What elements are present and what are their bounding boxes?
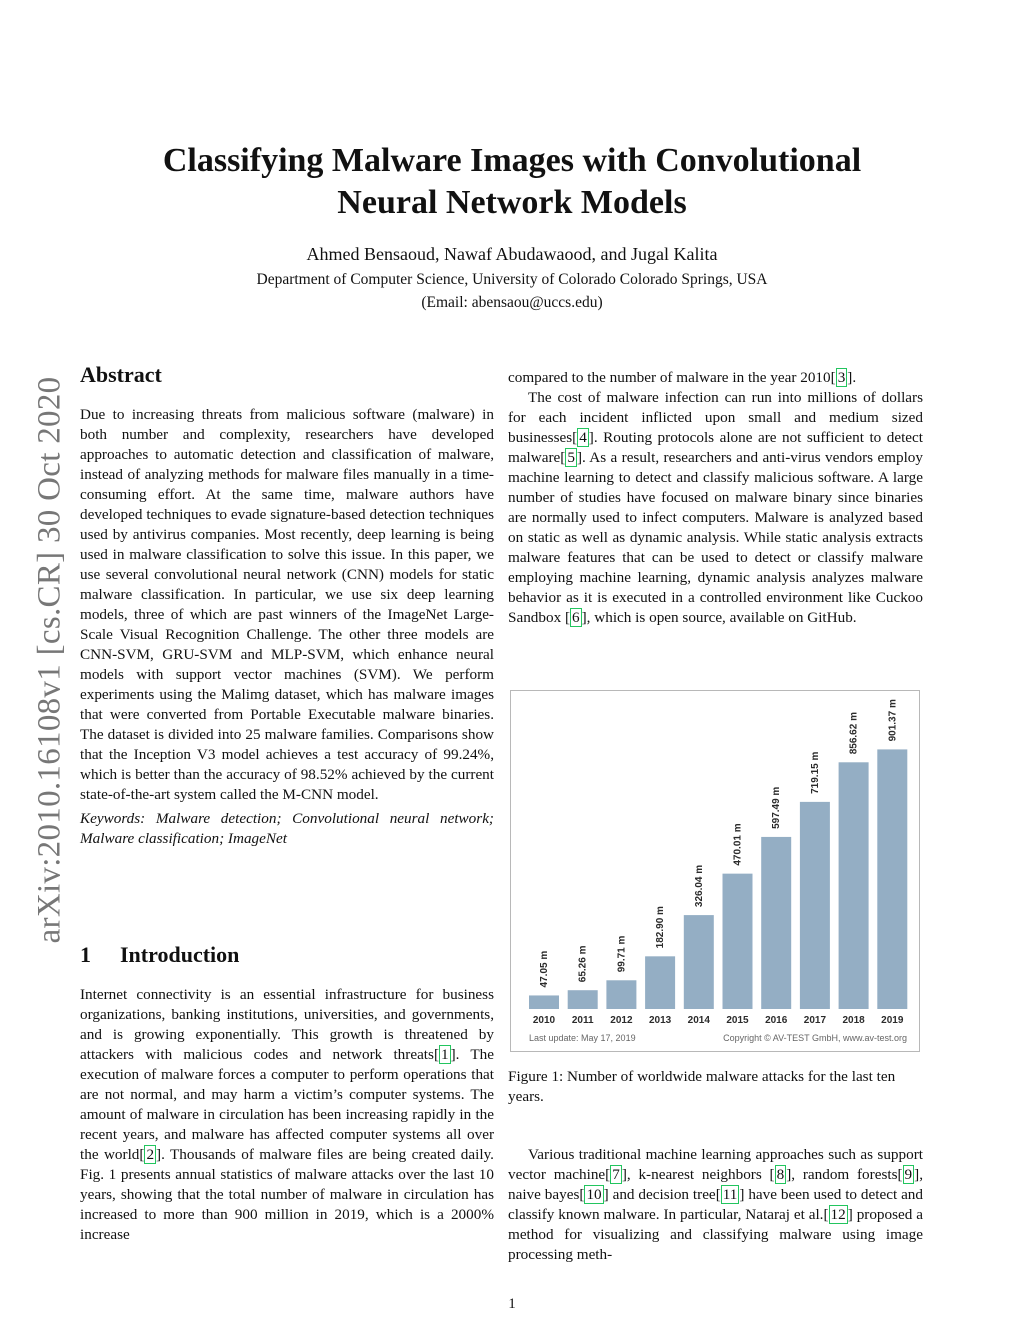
citation-link[interactable]: 7 bbox=[612, 1166, 620, 1183]
value-label-2016: 597.49 m bbox=[771, 786, 783, 829]
x-tick-label-2017: 2017 bbox=[803, 1015, 827, 1026]
x-tick-label-2012: 2012 bbox=[610, 1015, 633, 1026]
value-label-2014: 326.04 m bbox=[693, 864, 705, 908]
text-run: Various traditional machine learning approaches such as support vector machine bbox=[508, 1146, 923, 1183]
value-label-2017: 719.15 m bbox=[809, 751, 821, 794]
bar-2014 bbox=[684, 915, 714, 1009]
right-paragraph-2: The cost of malware infection can run into millions of dollars for each incident inflicted upon small and medium sized businesses[ 4 ]. Routing protocols alone are not sufficient to detect malware[ 5 ]. As a result, researchers and anti-virus vendors employ machine learning to detect and classify malicious software. A large number of studies have focused on malware binary since binaries are normally used to infect computers. Malware is analyzed based on static as well as dynamic analysis. While static analysis extracts malware features that can be used to detect or classify malware employing machine learning, dynamic analysis analyzes malware behavior as it is executed in a controlled environment like Cuckoo Sandbox [ 6 ], which is open source, available on GitHub. bbox=[508, 389, 923, 626]
abstract-heading: Abstract bbox=[80, 362, 162, 387]
title-line-2: Neural Network Models bbox=[337, 184, 687, 221]
citation-link[interactable]: 2 bbox=[146, 1146, 155, 1163]
bar-2018 bbox=[839, 762, 869, 1009]
abstract-section bbox=[80, 405, 494, 849]
citation-link[interactable]: 4 bbox=[579, 429, 587, 446]
bar-2017 bbox=[800, 802, 830, 1009]
figure-caption: Figure 1: Number of worldwide malware attacks for the last ten years. bbox=[508, 1068, 896, 1105]
citation-link[interactable]: 11 bbox=[722, 1186, 738, 1203]
text-run: proposed a method for visualizing and classifying malware using image processing meth- bbox=[508, 1206, 923, 1263]
paper-title bbox=[0, 140, 1024, 224]
x-tick-label-2019: 2019 bbox=[881, 1015, 904, 1026]
value-label-2012: 99.71 m bbox=[616, 935, 628, 973]
section-number: 1 bbox=[80, 942, 91, 967]
text-run: . The execution of malware forces a computer to perform operations that are not normal, and may harm a victim’s computer systems. The amount of malware in circulation has been increasing rapidly in the recent years, and malware has affected computer systems all over the world bbox=[80, 1046, 495, 1163]
bar-2010 bbox=[529, 995, 559, 1009]
arxiv-identifier bbox=[30, 350, 70, 970]
authors: Ahmed Bensaoud, Nawaf Abudawaood, and Jugal Kalita bbox=[306, 244, 718, 264]
text-run: . As a result, researchers and anti-virus vendors employ machine learning to detect and classify malicious software. A large number of studies have focused on malware binary since binaries are normally used to infect computers. Malware is analyzed based on static as well as dynamic analysis. While static analysis extracts malware features that can be used to detect or classify malware employing machine learning, dynamic analysis analyzes malware behavior as it is executed in a controlled environment like Cuckoo Sandbox bbox=[508, 449, 923, 626]
keywords: Keywords: Malware detection; Convolutional neural network; Malware classification; ImageNet bbox=[80, 810, 494, 847]
citation-link[interactable]: 12 bbox=[830, 1206, 846, 1223]
value-label-2013: 182.90 m bbox=[655, 906, 667, 949]
citation-link[interactable]: 10 bbox=[586, 1186, 602, 1203]
x-tick-label-2013: 2013 bbox=[648, 1015, 672, 1026]
citation-link[interactable]: 1 bbox=[441, 1046, 449, 1063]
abstract-text: Due to increasing threats from malicious software (malware) in both number and complexity, researchers have developed approaches to automatic detection and classification of malware, instead of analyzing methods for malware files manually in a time-consuming effort. At the same time, malware authors have developed techniques to evade signature-based detection techniques used by antivirus companies. Most recently, deep learning is being used in malware classification to solve this issue. In this paper, we use several convolutional neural network (CNN) models for static malware classification. In particular, we use six deep learning models, three of which are past winners of the ImageNet Large-Scale Visual Recognition Challenge. The other three models are CNN-SVM, GRU-SVM and MLP-SVM, which enhance neural models with support vector machines (SVM). We perform experiments using the Malimg dataset, which has malware images that were converted from Portable Executable malware binaries. The dataset is divided into 25 malware families. Comparisons show that the Inception V3 model achieves a test accuracy of 99.24%, which is better than the accuracy of 98.52% achieved by the current state-of-the-art system called the M-CNN model. bbox=[80, 406, 494, 803]
value-label-2018: 856.62 m bbox=[848, 712, 860, 755]
chart-footer-left: Last update: May 17, 2019 bbox=[529, 1033, 636, 1043]
text-run: . bbox=[852, 369, 857, 386]
chart-footer-right: Copyright © AV-TEST GmbH, www.av-test.org bbox=[723, 1033, 907, 1043]
value-label-2019: 901.37 m bbox=[887, 699, 899, 742]
citation-link[interactable]: 3 bbox=[837, 369, 846, 386]
figure-1-chart bbox=[510, 690, 920, 1052]
page-number: 1 bbox=[508, 1296, 516, 1312]
bar-2016 bbox=[761, 837, 791, 1009]
text-run: have been used to detect and classify known malware. In particular, Nataraj et al. bbox=[508, 1186, 923, 1223]
x-tick-label-2010: 2010 bbox=[532, 1015, 556, 1026]
citation-link[interactable]: 6 bbox=[572, 609, 580, 626]
x-tick-label-2011: 2011 bbox=[571, 1015, 594, 1026]
value-label-2010: 47.05 m bbox=[539, 950, 550, 988]
title-line-1: Classifying Malware Images with Convolutional bbox=[162, 142, 862, 179]
arxiv-identifier-text: arXiv:2010.16108v1 [cs.CR] 30 Oct 2020 bbox=[31, 376, 68, 944]
text-run: , random forests bbox=[791, 1166, 898, 1183]
bar-2012 bbox=[606, 980, 636, 1009]
text-run: . Routing protocols alone are not sufficient to detect malware bbox=[508, 429, 923, 466]
x-tick-label-2016: 2016 bbox=[765, 1015, 788, 1026]
bar-2019 bbox=[877, 749, 907, 1009]
text-run: , naive bayes bbox=[508, 1166, 923, 1203]
bar-2013 bbox=[645, 956, 675, 1009]
intro-text: Internet connectivity is an essential infrastructure for business organizations, banking institutions, universities, and governments, and is growing exponentially. This growth is threatened by attackers with malicious codes and network threats[ 1 ]. The execution of malware forces a computer to perform operations that are not normal, and may harm a victim’s computer systems. The amount of malware in circulation has been increasing rapidly in the recent years, and malware has affected computer systems all over the world[ 2 ]. Thousands of malware files are being created daily. Fig. 1 presents annual statistics of malware attacks over the last 10 years, showing that the total number of malware in circulation has increased to more than 900 million in 2019, which is a 2000% increase bbox=[80, 986, 495, 1243]
text-run: compared to the number of malware in the year 2010 bbox=[508, 369, 831, 386]
section-title: Introduction bbox=[120, 942, 240, 967]
text-run: Internet connectivity is an essential infrastructure for business organizations, banking institutions, universities, and governments, and is growing exponentially. This growth is threatened by attackers with malicious codes and network threats bbox=[80, 986, 494, 1063]
right-paragraph-3-block bbox=[508, 1145, 923, 1265]
right-column-text bbox=[508, 368, 923, 628]
affiliation: Department of Computer Science, University of Colorado Colorado Springs, USA bbox=[256, 271, 768, 288]
x-tick-label-2015: 2015 bbox=[726, 1015, 749, 1026]
intro-paragraph bbox=[80, 985, 494, 1245]
text-run: , which is open source, available on GitHub. bbox=[586, 609, 857, 626]
x-tick-label-2014: 2014 bbox=[687, 1015, 710, 1026]
value-label-2011: 65.26 m bbox=[577, 945, 589, 983]
x-tick-label-2018: 2018 bbox=[842, 1015, 865, 1026]
citation-link[interactable]: 9 bbox=[904, 1166, 913, 1183]
text-run: . Thousands of malware files are being created daily. Fig. 1 presents annual statistics of malware attacks over the last 10 years, showing that the total number of malware in circulation has increased to more than 900 million in 2019, which is a 2000% increase bbox=[80, 1146, 494, 1243]
bar-2011 bbox=[568, 990, 598, 1009]
email: (Email: abensaou@uccs.edu) bbox=[421, 294, 603, 311]
bar-2015 bbox=[723, 874, 753, 1009]
right-paragraph-3: Various traditional machine learning approaches such as support vector machine[ 7 ], k-nearest neighbors [ 8 ], random forests[ 9 ], naive bayes[ 10 ] and decision tree[ 11 ] have been used to detect and classify known malware. In particular, Nataraj et al.[ 12 ] proposed a method for visualizing and classifying malware using image processing meth- bbox=[508, 1146, 923, 1263]
bar-chart bbox=[511, 691, 919, 1051]
text-run: The cost of malware infection can run into millions of dollars for each incident inflicted upon small and medium sized businesses bbox=[508, 389, 923, 446]
text-run: and decision tree bbox=[608, 1186, 716, 1203]
citation-link[interactable]: 5 bbox=[567, 449, 575, 466]
citation-link[interactable]: 8 bbox=[776, 1166, 785, 1183]
value-label-2015: 470.01 m bbox=[732, 823, 744, 866]
right-paragraph-1: compared to the number of malware in the year 2010[ 3 ]. bbox=[508, 369, 857, 386]
text-run: , k-nearest neighbors bbox=[626, 1166, 770, 1183]
intro-heading bbox=[80, 942, 239, 968]
